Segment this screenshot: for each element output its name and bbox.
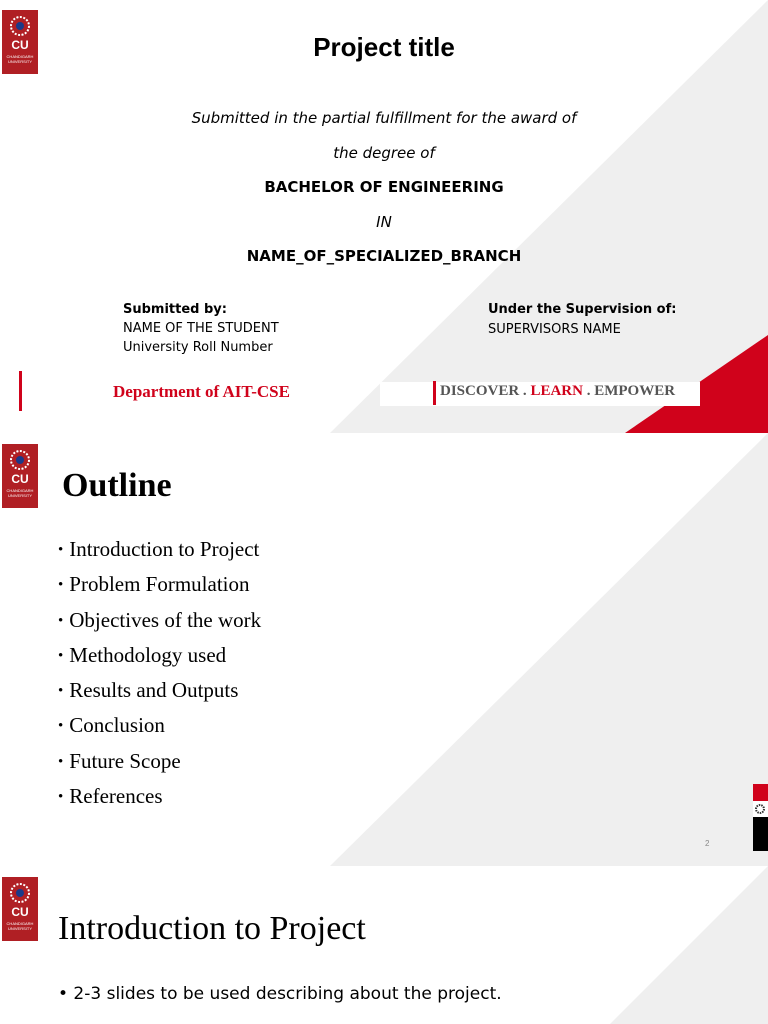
- side-red-block: [753, 784, 768, 801]
- submission-line-1: Submitted in the partial fulfillment for the award of: [191, 109, 577, 127]
- logo-text: CU: [11, 472, 29, 486]
- gray-diagonal-shape: [610, 866, 768, 1024]
- list-item: • Introduction to Project: [58, 533, 261, 568]
- submitted-by-label: Submitted by:: [123, 302, 227, 317]
- university-emblem-icon: [8, 448, 32, 472]
- tagline-empower: . EMPOWER: [582, 383, 676, 399]
- branch-name: NAME_OF_SPECIALIZED_BRANCH: [246, 247, 522, 265]
- project-title: Project title: [313, 32, 455, 62]
- submission-line-2: the degree of: [333, 144, 435, 162]
- degree-name: BACHELOR OF ENGINEERING: [264, 178, 504, 196]
- tagline-discover: DISCOVER .: [440, 383, 531, 399]
- department-name: Department of AIT-CSE: [113, 382, 290, 401]
- logo-text: CU: [11, 38, 29, 52]
- logo-text: CU: [11, 905, 29, 919]
- outline-list: [58, 533, 261, 815]
- list-item: • Conclusion: [58, 709, 261, 744]
- side-white-block: [753, 801, 768, 817]
- list-item: • Methodology used: [58, 639, 261, 674]
- supervision-label: Under the Supervision of:: [488, 302, 677, 317]
- student-name: NAME OF THE STUDENT: [123, 321, 279, 336]
- tagline-accent-bar: [433, 381, 436, 405]
- list-item: • Future Scope: [58, 745, 261, 780]
- supervisor-name: SUPERVISORS NAME: [488, 322, 621, 337]
- logo-subtext: CHANDIGARH UNIVERSITY: [6, 921, 34, 931]
- in-label: IN: [376, 213, 392, 231]
- cu-logo: [2, 877, 38, 941]
- intro-title: Introduction to Project: [58, 910, 366, 947]
- list-item: • Objectives of the work: [58, 604, 261, 639]
- roll-number: University Roll Number: [123, 340, 273, 355]
- cu-logo: [2, 444, 38, 508]
- outline-slide: [0, 433, 768, 866]
- tagline-learn: LEARN: [530, 383, 583, 399]
- intro-bullet: • 2-3 slides to be used describing about the project.: [58, 984, 502, 1004]
- university-emblem-icon: [8, 881, 32, 905]
- title-slide: [0, 0, 768, 433]
- logo-subtext: CHANDIGARH UNIVERSITY: [6, 488, 34, 498]
- page-number: 2: [705, 839, 710, 848]
- side-black-block: [753, 817, 768, 851]
- intro-slide: [0, 866, 768, 1024]
- list-item: • Problem Formulation: [58, 568, 261, 603]
- list-item: • References: [58, 780, 261, 815]
- gray-diagonal-shape: [330, 433, 768, 866]
- outline-title: Outline: [62, 467, 172, 504]
- tagline: [440, 383, 675, 400]
- logo-subtext: CHANDIGARH UNIVERSITY: [6, 54, 34, 64]
- list-item: • Results and Outputs: [58, 674, 261, 709]
- left-accent-bar: [19, 371, 22, 411]
